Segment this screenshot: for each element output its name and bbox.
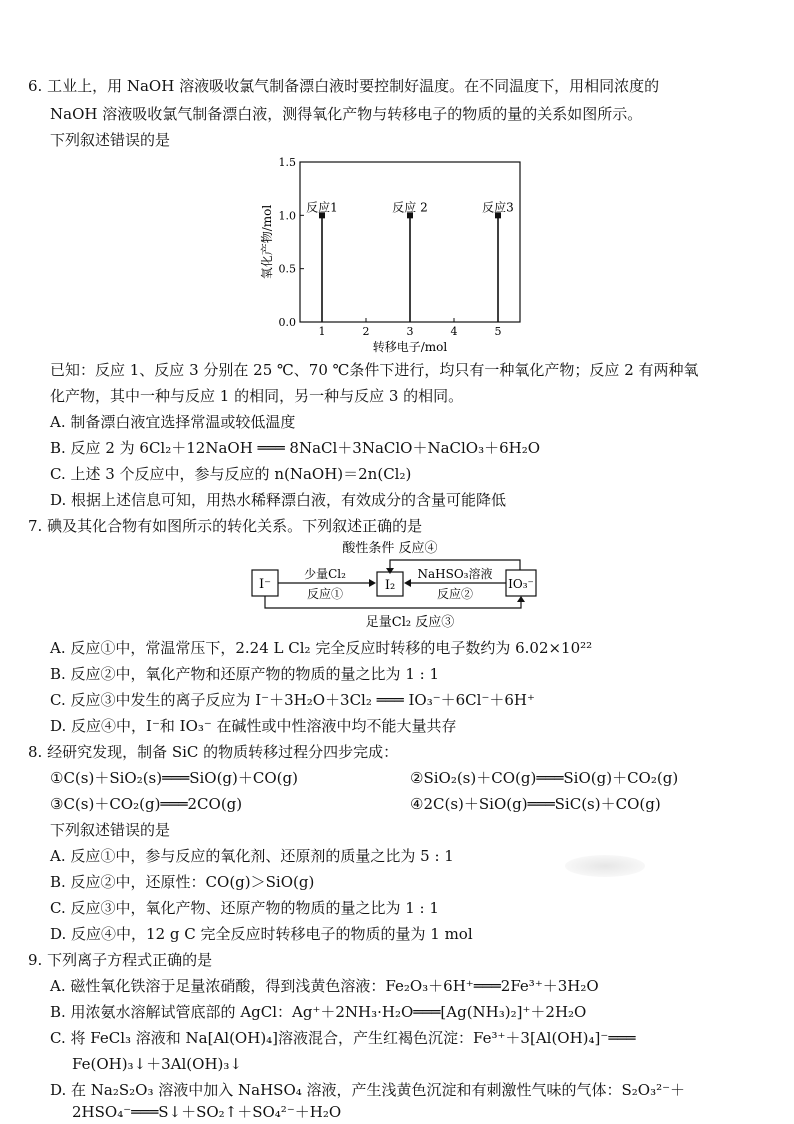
q8-option-a: A. 反应①中，参与反应的氧化剂、还原剂的质量之比为 5 : 1 — [50, 847, 454, 865]
q7-node-mid-label: I₂ — [384, 578, 396, 593]
x-tick-label-4: 5 — [494, 325, 502, 338]
x-tick-label-3: 4 — [450, 325, 458, 338]
q6-option-c: C. 上述 3 个反应中，参与反应的 n(NaOH)＝2n(Cl₂) — [50, 465, 412, 483]
q9-option-d-cont: 2HSO₄⁻═══S↓＋SO₂↑＋SO₄²⁻＋H₂O — [72, 1103, 342, 1121]
q7-option-a: A. 反应①中，常温常压下，2.24 L Cl₂ 完全反应时转移的电子数约为 6.02×10²² — [50, 639, 593, 657]
q7-node-left-label: I⁻ — [259, 577, 271, 592]
q9-option-b: B. 用浓氨水溶解试管底部的 AgCl：Ag⁺＋2NH₃·H₂O═══[Ag(NH₃)₂]⁺＋2H₂O — [50, 1003, 587, 1021]
x-tick-label-2: 3 — [406, 325, 414, 338]
scan-smudge — [565, 855, 645, 877]
q7-arrow-2-top: NaHSO₃溶液 — [417, 567, 493, 581]
y-tick-label-2: 1.0 — [278, 209, 296, 223]
chart-x-axis-label: 转移电子/mol — [372, 340, 448, 354]
q8-option-b: B. 反应②中，还原性：CO(g)＞SiO(g) — [50, 873, 315, 891]
q6-stem-line2: NaOH 溶液吸收氯气制备漂白液，测得氧化产物与转移电子的物质的量的关系如图所示。 — [50, 105, 643, 123]
q7-option-c: C. 反应③中发生的离子反应为 I⁻＋3H₂O＋3Cl₂ ═══ IO₃⁻＋6Cl⁻＋6H⁺ — [50, 691, 535, 709]
y-tick-label-3: 1.5 — [278, 156, 296, 169]
q7-loop-bottom — [265, 596, 521, 608]
q6-known-line2: 化产物，其中一种与反应 1 的相同，另一种与反应 3 的相同。 — [50, 387, 464, 405]
q6-known-line1: 已知：反应 1、反应 3 分别在 25 ℃、70 ℃条件下进行，均只有一种氧化产物；反应 2 有两种氧 — [50, 361, 699, 379]
q8-eq2: ②SiO₂(s)＋CO(g)═══SiO(g)＋CO₂(g) — [410, 769, 679, 787]
q9-option-c-cont: Fe(OH)₃↓＋3Al(OH)₃↓ — [72, 1055, 242, 1073]
chart-point-label-1: 反应1 — [306, 200, 338, 215]
q7-arrow-1-bottom: 反应① — [306, 587, 344, 601]
q7-arrow-2-bottom: 反应② — [436, 587, 474, 601]
x-tick-label-0: 1 — [318, 325, 326, 338]
q8-option-c: C. 反应③中，氧化产物、还原产物的物质的量之比为 1 : 1 — [50, 899, 439, 917]
chart-point-label-2: 反应 2 — [392, 200, 428, 215]
chart-y-axis-label: 氧化产物/mol — [260, 204, 274, 280]
q7-stem: 7. 碘及其化合物有如图所示的转化关系。下列叙述正确的是 — [28, 517, 423, 535]
q9-stem: 9. 下列离子方程式正确的是 — [28, 951, 213, 969]
q8-eq3: ③C(s)＋CO₂(g)═══2CO(g) — [50, 795, 243, 813]
q9-option-c: C. 将 FeCl₃ 溶液和 Na[Al(OH)₄]溶液混合，产生红褐色沉淀：Fe³⁺＋3[Al(OH)₄]⁻═══ — [50, 1029, 636, 1047]
q8-ask: 下列叙述错误的是 — [50, 821, 171, 839]
q6-option-b: B. 反应 2 为 6Cl₂＋12NaOH ═══ 8NaCl＋3NaClO＋NaClO₃＋6H₂O — [50, 439, 541, 457]
q8-option-d: D. 反应④中，12 g C 完全反应时转移电子的物质的量为 1 mol — [50, 925, 473, 943]
q8-eq1: ①C(s)＋SiO₂(s)═══SiO(g)＋CO(g) — [50, 769, 298, 787]
q6-stem-line3: 下列叙述错误的是 — [50, 131, 171, 149]
q7-top-label: 酸性条件 反应④ — [342, 541, 438, 556]
q7-diagram — [240, 540, 550, 635]
q9-option-a: A. 磁性氧化铁溶于足量浓硝酸，得到浅黄色溶液：Fe₂O₃＋6H⁺═══2Fe³⁺＋3H₂O — [50, 977, 599, 995]
q7-bottom-label: 足量Cl₂ 反应③ — [365, 615, 455, 630]
y-tick-label-1: 0.5 — [278, 262, 296, 276]
y-tick-label-0: 0.0 — [278, 316, 296, 329]
q6-chart — [255, 152, 535, 357]
q7-option-d: D. 反应④中，I⁻和 IO₃⁻ 在碱性或中性溶液中均不能大量共存 — [50, 717, 457, 735]
q7-node-right-label: IO₃⁻ — [508, 577, 534, 591]
x-tick-label-1: 2 — [362, 325, 370, 338]
q7-arrow-1-top: 少量Cl₂ — [304, 567, 346, 581]
q6-option-a: A. 制备漂白液宜选择常温或较低温度 — [50, 413, 296, 431]
chart-point-label-3: 反应3 — [482, 200, 514, 215]
q6-stem-line1: 6. 工业上，用 NaOH 溶液吸收氯气制备漂白液时要控制好温度。在不同温度下，用相同浓度的 — [28, 77, 660, 95]
q8-eq4: ④2C(s)＋SiO(g)═══SiC(s)＋CO(g) — [410, 795, 661, 813]
q9-option-d: D. 在 Na₂S₂O₃ 溶液中加入 NaHSO₄ 溶液，产生浅黄色沉淀和有刺激性气味的气体：S₂O₃²⁻＋ — [50, 1081, 686, 1099]
q8-stem: 8. 经研究发现，制备 SiC 的物质转移过程分四步完成： — [28, 743, 399, 761]
q6-option-d: D. 根据上述信息可知，用热水稀释漂白液，有效成分的含量可能降低 — [50, 491, 507, 509]
q7-option-b: B. 反应②中，氧化产物和还原产物的物质的量之比为 1 : 1 — [50, 665, 440, 683]
